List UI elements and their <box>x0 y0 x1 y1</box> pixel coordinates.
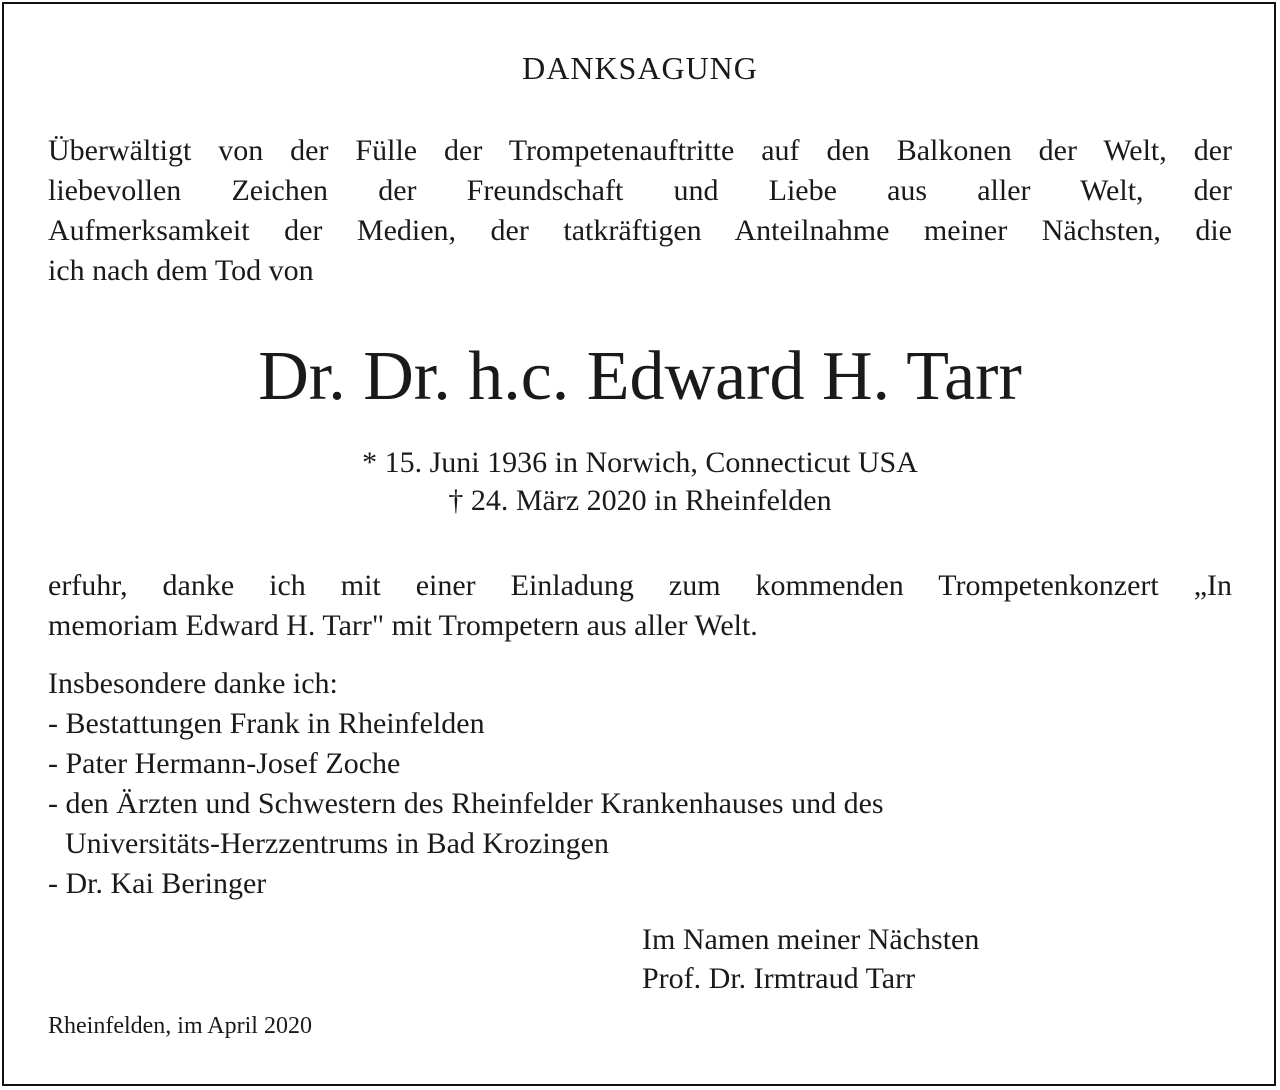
list-item: - den Ärzten und Schwestern des Rheinfelder Krankenhauses und des <box>48 787 884 820</box>
thanks-list <box>48 664 1232 904</box>
signature-block <box>642 920 979 998</box>
list-item-continuation: Universitäts-Herzzentrums in Bad Krozingen <box>65 827 609 860</box>
thanks-paragraph <box>48 566 1232 646</box>
intro-line: Aufmerksamkeit der Medien, der tatkräftigen Anteilnahme meiner Nächsten, die <box>48 214 1232 247</box>
signatory-name: Prof. Dr. Irmtraud Tarr <box>642 962 916 995</box>
life-dates <box>0 444 1280 520</box>
intro-line: Überwältigt von der Fülle der Trompetenauftritte auf den Balkonen der Welt, der <box>48 134 1232 167</box>
place-and-date: Rheinfelden, im April 2020 <box>48 1013 312 1039</box>
thanks-intro: Insbesondere danke ich: <box>48 667 338 700</box>
body-line: erfuhr, danke ich mit einer Einladung zum kommenden Trompetenkonzert „In <box>48 569 1232 602</box>
list-item: - Pater Hermann-Josef Zoche <box>48 747 401 780</box>
deceased-name: Dr. Dr. h.c. Edward H. Tarr <box>258 338 1022 415</box>
list-item: - Dr. Kai Beringer <box>48 867 267 900</box>
intro-line: liebevollen Zeichen der Freundschaft und Liebe aus aller Welt, der <box>48 174 1232 207</box>
notice-heading: DANKSAGUNG <box>522 50 758 86</box>
body-line: memoriam Edward H. Tarr" mit Trompetern aus aller Welt. <box>48 609 758 642</box>
birth-date: * 15. Juni 1936 in Norwich, Connecticut USA <box>362 446 918 479</box>
intro-line: ich nach dem Tod von <box>48 254 314 287</box>
intro-paragraph <box>48 131 1232 291</box>
signature-line: Im Namen meiner Nächsten <box>642 923 980 956</box>
death-date: † 24. März 2020 in Rheinfelden <box>448 484 832 517</box>
list-item: - Bestattungen Frank in Rheinfelden <box>48 707 485 740</box>
